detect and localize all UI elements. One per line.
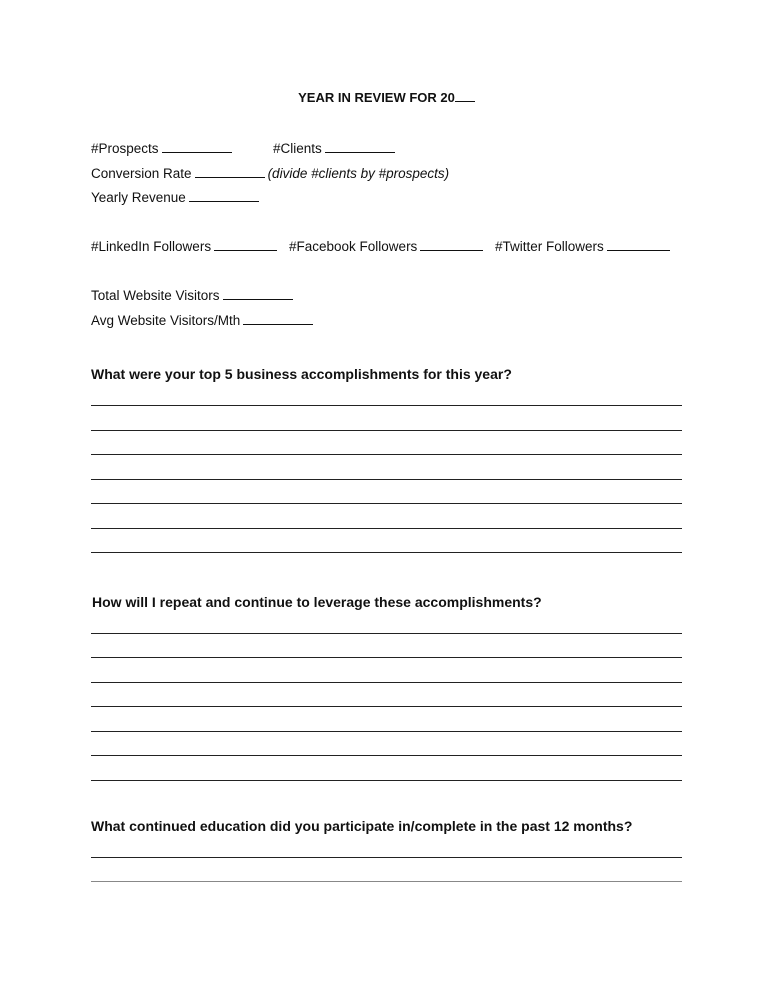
twitter-blank[interactable] [607, 238, 670, 251]
page-title [0, 90, 773, 105]
facebook-blank[interactable] [420, 238, 483, 251]
answer-line[interactable] [91, 479, 682, 480]
answer-line[interactable] [91, 405, 682, 406]
answer-line[interactable] [91, 633, 682, 634]
conversion-rate-label: Conversion Rate [91, 166, 192, 181]
conversion-hint: (divide #clients by #prospects) [267, 166, 450, 181]
conversion-rate-field [91, 165, 449, 181]
answer-line[interactable] [91, 755, 682, 756]
total-visitors-field [91, 287, 293, 303]
title-text: YEAR IN REVIEW FOR 20 [298, 90, 455, 105]
question-2: How will I repeat and continue to leverage these accomplishments? [92, 594, 542, 610]
prospects-field [91, 140, 232, 156]
prospects-label: #Prospects [91, 141, 159, 156]
twitter-field [495, 238, 670, 254]
avg-visitors-blank[interactable] [243, 312, 313, 325]
clients-label: #Clients [273, 141, 322, 156]
yearly-revenue-field [91, 189, 259, 205]
avg-visitors-field [91, 312, 313, 328]
answer-line[interactable] [91, 857, 682, 858]
linkedin-field [91, 238, 277, 254]
answer-line[interactable] [91, 503, 682, 504]
linkedin-label: #LinkedIn Followers [91, 239, 212, 254]
answer-line[interactable] [91, 881, 682, 882]
question-3: What continued education did you participate in/complete in the past 12 months? [91, 818, 633, 834]
yearly-revenue-label: Yearly Revenue [91, 190, 186, 205]
twitter-label: #Twitter Followers [495, 239, 604, 254]
clients-field [273, 140, 395, 156]
yearly-revenue-blank[interactable] [189, 189, 259, 202]
answer-line[interactable] [91, 682, 682, 683]
conversion-rate-blank[interactable] [195, 165, 265, 178]
answer-line[interactable] [91, 552, 682, 553]
answer-line[interactable] [91, 731, 682, 732]
answer-line[interactable] [91, 454, 682, 455]
total-visitors-blank[interactable] [223, 287, 293, 300]
facebook-field [289, 238, 483, 254]
linkedin-blank[interactable] [214, 238, 277, 251]
total-visitors-label: Total Website Visitors [91, 288, 220, 303]
answer-line[interactable] [91, 657, 682, 658]
answer-line[interactable] [91, 528, 682, 529]
avg-visitors-label: Avg Website Visitors/Mth [91, 313, 241, 328]
facebook-label: #Facebook Followers [289, 239, 418, 254]
year-blank[interactable] [455, 91, 475, 102]
answer-line[interactable] [91, 780, 682, 781]
answer-line[interactable] [91, 430, 682, 431]
answer-line[interactable] [91, 706, 682, 707]
clients-blank[interactable] [325, 140, 395, 153]
prospects-blank[interactable] [162, 140, 232, 153]
question-1: What were your top 5 business accomplishments for this year? [91, 366, 512, 382]
